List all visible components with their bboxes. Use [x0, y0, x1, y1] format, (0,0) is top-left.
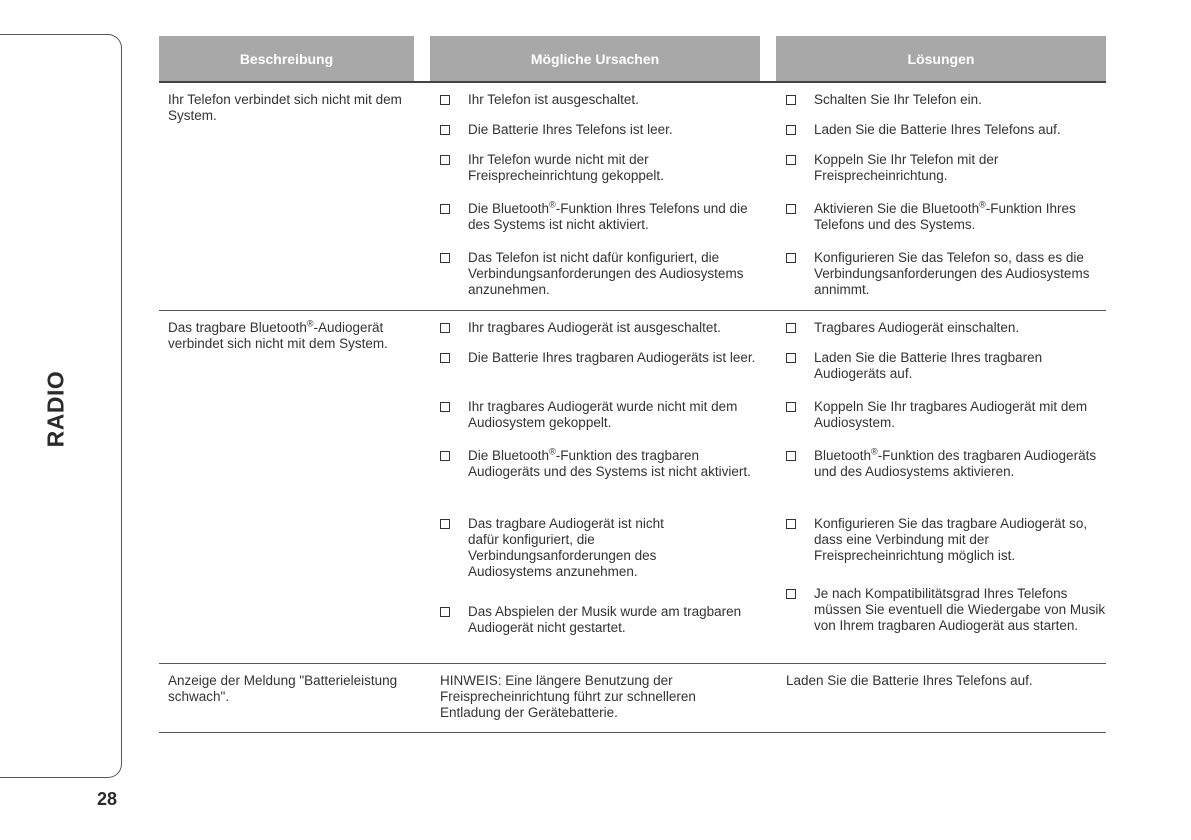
- solution-text: Je nach Kompatibilitätsgrad Ihres Telefons müssen Sie eventuell die Wiedergabe von Musik von Ihrem tragbaren Audiogerät aus starten.: [814, 586, 1106, 633]
- checkbox-bullet-icon: [786, 323, 796, 333]
- solution-text: Konfigurieren Sie das tragbare Audiogerät so, dass eine Verbindung mit der Freisprecheinrichtung möglich ist.: [814, 516, 1088, 563]
- checkbox-bullet-icon: [786, 353, 796, 363]
- checkbox-bullet-icon: [786, 451, 796, 461]
- solution-text: Tragbares Audiogerät einschalten.: [814, 320, 1020, 335]
- solution-text: Laden Sie die Batterie Ihres Telefons auf.: [786, 673, 1033, 688]
- checkbox-bullet-icon: [786, 519, 796, 529]
- cause-text: Die Bluetooth®-Funktion Ihres Telefons und die des Systems ist nicht aktiviert.: [468, 199, 748, 232]
- checkbox-bullet-icon: [440, 519, 450, 529]
- section-label: RADIO: [42, 370, 69, 448]
- checkbox-bullet-icon: [786, 589, 796, 599]
- solution-text: Bluetooth®-Funktion des tragbaren Audiogeräts und des Audiosystems aktivieren.: [814, 446, 1097, 479]
- page-number: 28: [97, 789, 118, 809]
- cause-text: Ihr tragbares Audiogerät wurde nicht mit dem Audiosystem gekoppelt.: [468, 399, 738, 430]
- checkbox-bullet-icon: [786, 155, 796, 165]
- checkbox-bullet-icon: [440, 155, 450, 165]
- checkbox-bullet-icon: [786, 253, 796, 263]
- description-cell: Das tragbare Bluetooth®-Audiogerät verbindet sich nicht mit dem System.: [168, 318, 388, 351]
- checkbox-bullet-icon: [440, 451, 450, 461]
- solution-text: Schalten Sie Ihr Telefon ein.: [814, 92, 982, 107]
- cause-text: Das Abspielen der Musik wurde am tragbaren Audiogerät nicht gestartet.: [468, 604, 742, 635]
- solution-text: Koppeln Sie Ihr tragbares Audiogerät mit dem Audiosystem.: [814, 399, 1088, 430]
- checkbox-bullet-icon: [440, 402, 450, 412]
- header-ursachen: Mögliche Ursachen: [430, 36, 760, 81]
- cause-text: Die Bluetooth®-Funktion des tragbaren Audiogeräts und des Systems ist nicht aktiviert.: [468, 446, 751, 479]
- checkbox-bullet-icon: [440, 323, 450, 333]
- checkbox-bullet-icon: [440, 607, 450, 617]
- checkbox-bullet-icon: [786, 402, 796, 412]
- solution-text: Laden Sie die Batterie Ihres tragbaren Audiogeräts auf.: [814, 350, 1043, 381]
- cause-text: Das tragbare Audiogerät ist nicht dafür konfiguriert, die Verbindungsanforderungen des Audiosystems anzunehmen.: [468, 516, 664, 579]
- cause-text: Die Batterie Ihres tragbaren Audiogeräts ist leer.: [468, 350, 756, 365]
- description-cell: Ihr Telefon verbindet sich nicht mit dem System.: [168, 92, 402, 123]
- solution-text: Koppeln Sie Ihr Telefon mit der Freisprecheinrichtung.: [814, 152, 999, 183]
- checkbox-bullet-icon: [786, 204, 796, 214]
- note-text: HINWEIS: Eine längere Benutzung der Freisprecheinrichtung führt zur schnelleren Entladung der Gerätebatterie.: [440, 673, 696, 720]
- checkbox-bullet-icon: [440, 353, 450, 363]
- troubleshooting-table: [159, 36, 1106, 733]
- cause-text: Ihr Telefon ist ausgeschaltet.: [468, 92, 639, 107]
- header-loesungen: Lösungen: [776, 36, 1106, 81]
- table-row: [159, 311, 1106, 664]
- solution-text: Laden Sie die Batterie Ihres Telefons auf.: [814, 122, 1061, 137]
- table-row: [159, 83, 1106, 311]
- solution-text: Aktivieren Sie die Bluetooth®-Funktion Ihres Telefons und des Systems.: [814, 199, 1076, 232]
- checkbox-bullet-icon: [786, 95, 796, 105]
- checkbox-bullet-icon: [440, 125, 450, 135]
- checkbox-bullet-icon: [786, 125, 796, 135]
- checkbox-bullet-icon: [440, 253, 450, 263]
- cause-text: Das Telefon ist nicht dafür konfiguriert, die Verbindungsanforderungen des Audiosystems anzunehmen.: [468, 250, 744, 297]
- table-header: [159, 36, 1106, 83]
- description-cell: Anzeige der Meldung "Batterieleistung schwach".: [168, 673, 398, 704]
- checkbox-bullet-icon: [440, 95, 450, 105]
- cause-text: Ihr tragbares Audiogerät ist ausgeschaltet.: [468, 320, 721, 335]
- checkbox-bullet-icon: [440, 204, 450, 214]
- cause-text: Die Batterie Ihres Telefons ist leer.: [468, 122, 673, 137]
- cause-text: Ihr Telefon wurde nicht mit der Freisprecheinrichtung gekoppelt.: [468, 152, 664, 183]
- table-row: [159, 664, 1106, 733]
- solution-text: Konfigurieren Sie das Telefon so, dass es die Verbindungsanforderungen des Audiosystems annimmt.: [814, 250, 1090, 297]
- header-beschreibung: Beschreibung: [159, 36, 414, 81]
